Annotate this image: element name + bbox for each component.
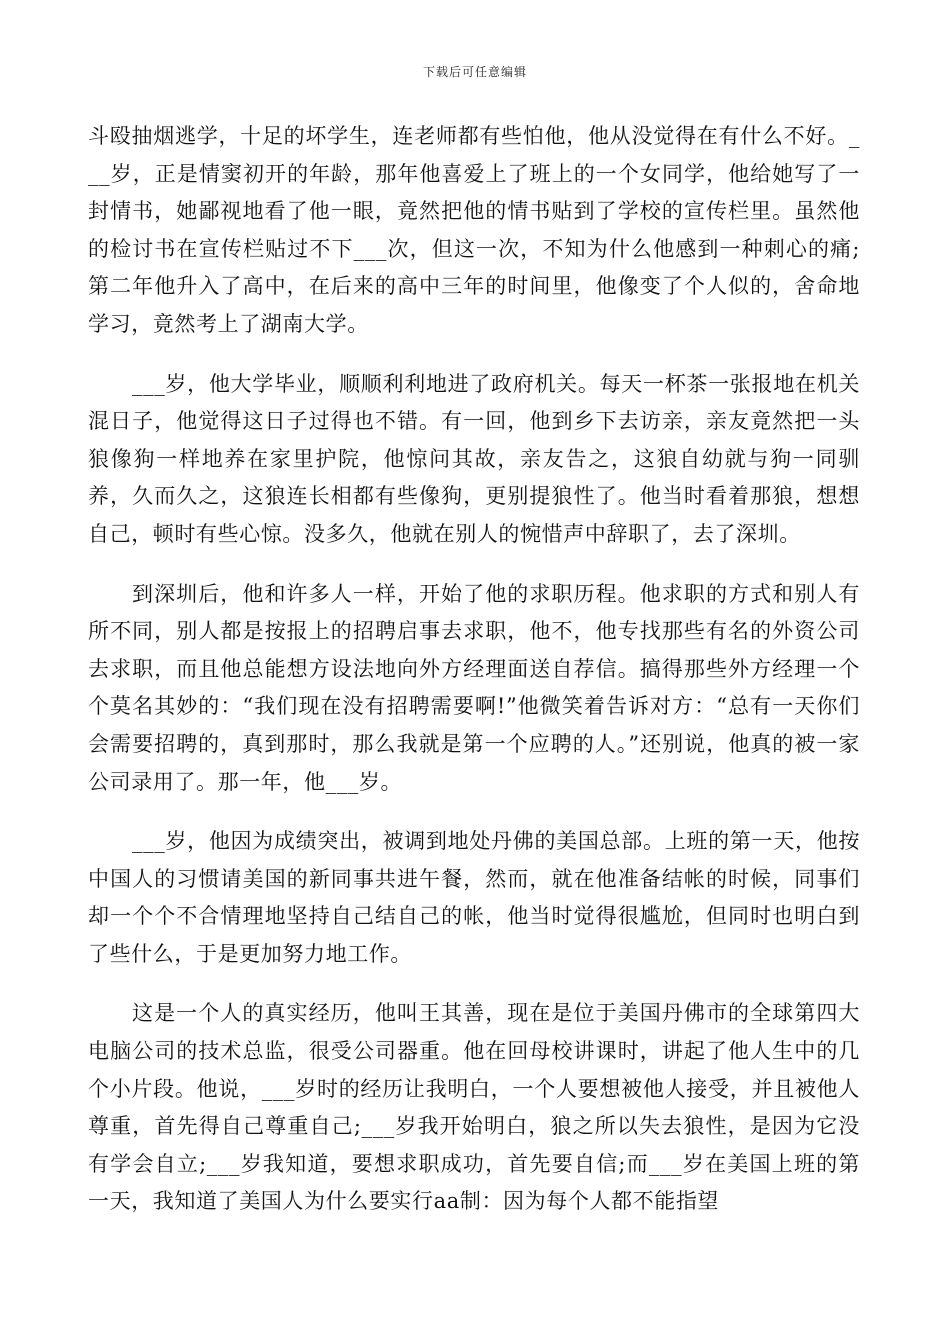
paragraph-5: 这是一个人的真实经历，他叫王其善，现在是位于美国丹佛市的全球第四大电脑公司的技术总监，很受公司器重。他在回母校讲课时，讲起了他人生中的几个小片段。他说，___岁时的经历让我明白，一个人要想被他人接受，并且被他人尊重，首先得自己尊重自己;___岁我开始明白，狼之所以失去狼性，是因为它没有学会自立;___岁我知道，要想求职成功，首先要自信;而___岁在美国上班的第一天，我知道了美国人为什么要实行aa制：因为每个人都不能指望 — [88, 1001, 860, 1214]
paragraph-3: 到深圳后，他和许多人一样，开始了他的求职历程。他求职的方式和别人有所不同，别人都是按报上的招聘启事去求职，他不，他专找那些有名的外资公司去求职，而且他总能想方设法地向外方经理面送自荐信。搞得那些外方经理一个个莫名其妙的：“我们现在没有招聘需要啊!”他微笑着告诉对方：“总有一天你们会需要招聘的，真到那时，那么我就是第一个应聘的人。”还别说，他真的被一家公司录用了。那一年，他___岁。 — [88, 581, 860, 794]
document-body — [88, 118, 860, 1221]
page-header: 下载后可任意编辑 — [422, 65, 527, 79]
paragraph-2: ___岁，他大学毕业，顺顺利利地进了政府机关。每天一杯茶一张报地在机关混日子，他觉得这日子过得也不错。有一回，他到乡下去访亲，亲友竟然把一头狼像狗一样地养在家里护院，他惊问其故，亲友告之，这狼自幼就与狗一同驯养，久而久之，这狼连长相都有些像狗，更别提狼性了。他当时看着那狼，想想自己，顿时有些心惊。没多久，他就在别人的惋惜声中辞职了，去了深圳。 — [88, 371, 860, 546]
paragraph-4: ___岁，他因为成绩突出，被调到地处丹佛的美国总部。上班的第一天，他按中国人的习惯请美国的新同事共进午餐，然而，就在他准备结帐的时候，同事们却一个个不合情理地坚持自己结自己的帐，他当时觉得很尴尬，但同时也明白到了些什么，于是更加努力地工作。 — [88, 829, 860, 966]
paragraph-1: 斗殴抽烟逃学，十足的坏学生，连老师都有些怕他，他从没觉得在有什么不好。___岁，正是情窦初开的年龄，那年他喜爱上了班上的一个女同学，他给她写了一封情书，她鄙视地看了他一眼，竟然把他的情书贴到了学校的宣传栏里。虽然他的检讨书在宣传栏贴过不下___次，但这一次，不知为什么他感到一种刺心的痛;第二年他升入了高中，在后来的高中三年的时间里，他像变了个人似的，舍命地学习，竟然考上了湖南大学。 — [88, 124, 860, 336]
